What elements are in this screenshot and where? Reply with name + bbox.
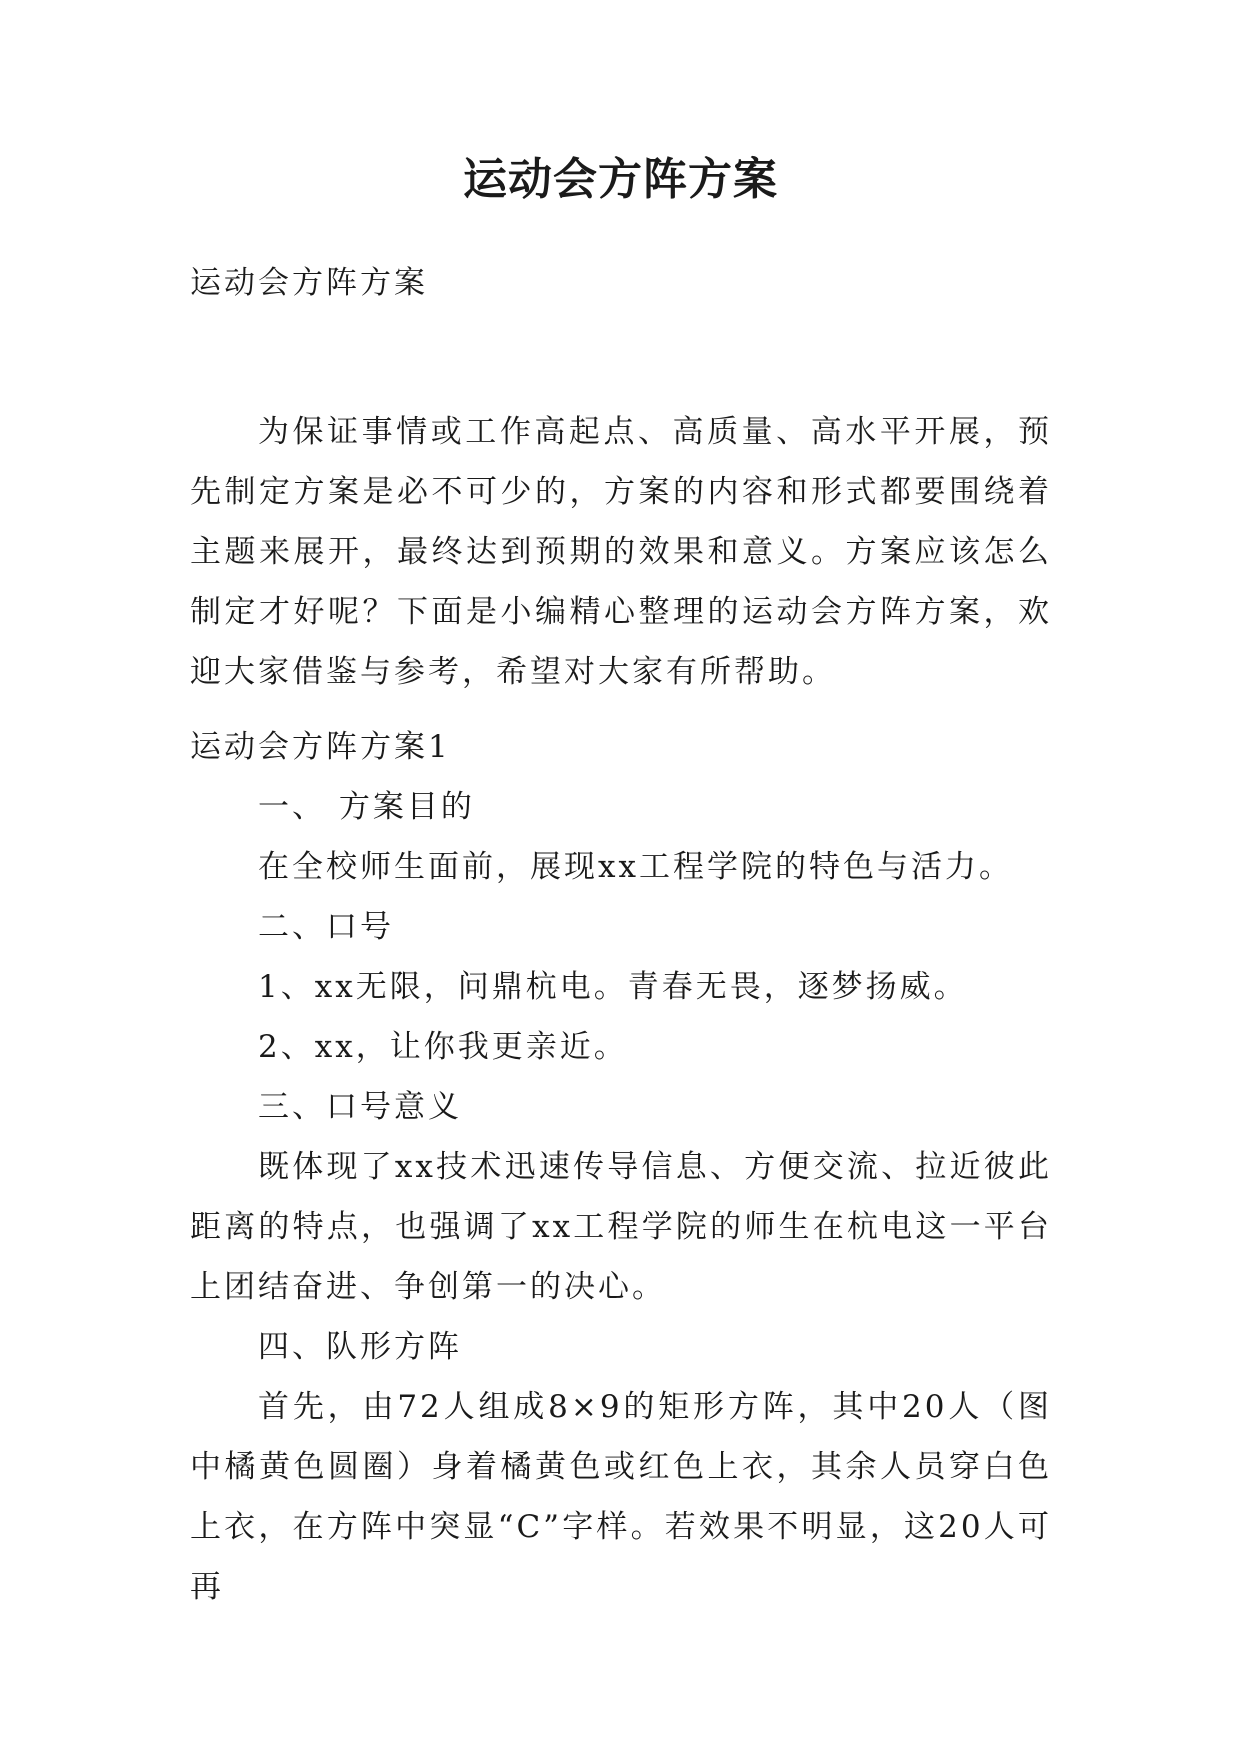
item-text-formation: 首先，由72人组成8×9的矩形方阵，其中20人（图中橘黄色圆圈）身着橘黄色或红色上衣，其余人员穿白色上衣，在方阵中突显“C”字样。若效果不明显，这20人可再 <box>190 1389 1052 1605</box>
subtitle-text: 运动会方阵方案 <box>190 265 428 301</box>
item-heading-meaning: 三、口号意义 <box>258 1089 462 1125</box>
item-heading-slogan: 二、口号 <box>258 909 394 945</box>
slogan-line-2: 2、xx，让你我更亲近。 <box>258 1029 628 1065</box>
document-subtitle <box>190 253 1052 313</box>
section-heading: 运动会方阵方案1 <box>190 729 451 765</box>
item-heading-formation: 四、队形方阵 <box>258 1329 462 1365</box>
intro-block <box>190 402 1052 702</box>
slogan-line-1: 1、xx无限，问鼎杭电。青春无畏，逐梦扬威。 <box>258 969 968 1005</box>
section-1 <box>190 717 1052 1617</box>
item-text-purpose: 在全校师生面前，展现xx工程学院的特色与活力。 <box>258 849 1013 885</box>
intro-paragraph: 为保证事情或工作高起点、高质量、高水平开展，预先制定方案是必不可少的，方案的内容和形式都要围绕着主题来展开，最终达到预期的效果和意义。方案应该怎么制定才好呢？下面是小编精心整理的运动会方阵方案，欢迎大家借鉴与参考，希望对大家有所帮助。 <box>190 414 1052 690</box>
item-text-meaning: 既体现了xx技术迅速传导信息、方便交流、拉近彼此距离的特点，也强调了xx工程学院的师生在杭电这一平台上团结奋进、争创第一的决心。 <box>190 1149 1052 1305</box>
document-title: 运动会方阵方案 <box>463 154 778 205</box>
item-heading-purpose: 一、 方案目的 <box>258 789 475 825</box>
